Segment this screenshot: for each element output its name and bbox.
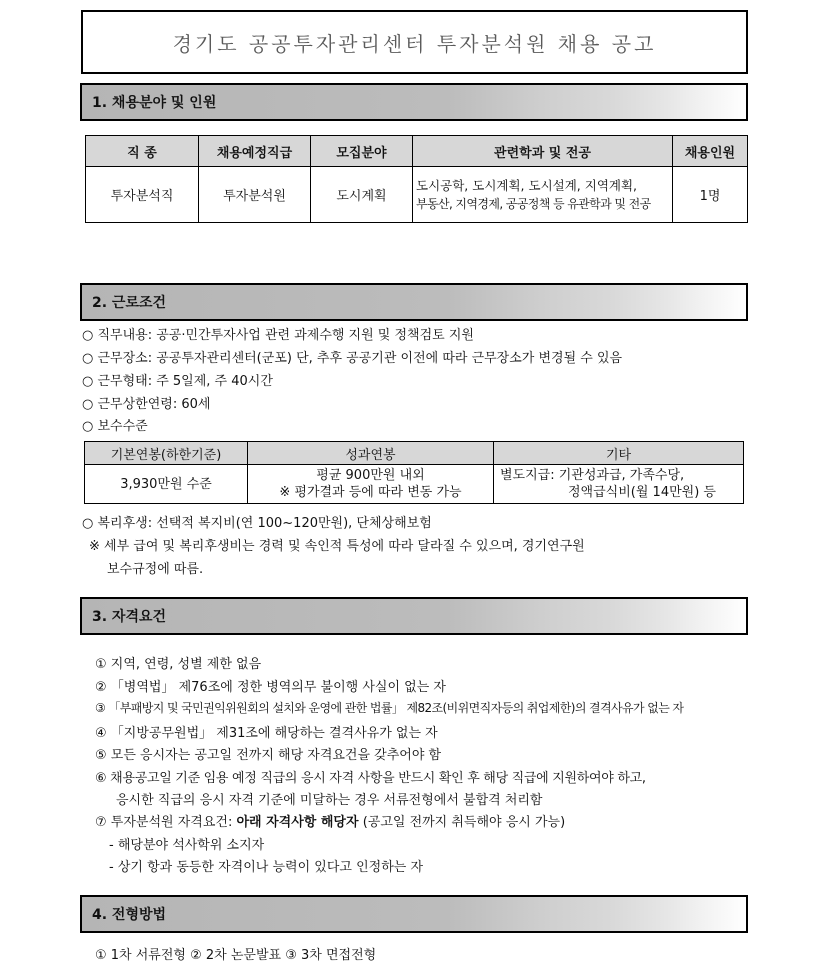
section-header-4 xyxy=(80,895,748,933)
perf-line-1: 평균 900만원 내외 xyxy=(316,468,425,483)
table-row xyxy=(86,167,748,223)
condition-age: ○ 근무상한연령: 60세 xyxy=(82,397,211,412)
table-cell-major xyxy=(413,167,673,223)
table-header: 기본연봉(하한기준) xyxy=(85,442,248,465)
table-header: 관련학과 및 전공 xyxy=(413,136,673,167)
section-title: 4. 전형방법 xyxy=(92,907,167,923)
table-header: 채용예정직급 xyxy=(199,136,311,167)
page-title: 경기도 공공투자관리센터 투자분석원 채용 공고 xyxy=(172,31,657,56)
condition-duty: ○ 직무내용: 공공·민간투자사업 관련 과제수행 지원 및 정책검토 지원 xyxy=(82,328,474,343)
q7-suffix: (공고일 전까지 취득해야 응시 가능) xyxy=(362,815,566,830)
condition-type: ○ 근무형태: 주 5일제, 주 40시간 xyxy=(82,374,273,389)
major-line-2: 부동산, 지역경제, 공공정책 등 유관학과 및 전공 xyxy=(416,196,651,211)
note-line-2: 보수규정에 따름. xyxy=(107,562,204,577)
q7-prefix: ⑦ 투자분석원 자격요건: xyxy=(95,815,237,830)
major-line-1: 도시공학, 도시계획, 도시설계, 지역계획, xyxy=(416,177,638,193)
table-header-row xyxy=(86,136,748,167)
qualification-6a: ⑥ 채용공고일 기준 임용 예정 직급의 응시 자격 사항을 반드시 확인 후 해당 직급에 지원하여야 하고, xyxy=(95,771,646,786)
table-cell: 도시계획 xyxy=(311,167,413,223)
title-box xyxy=(81,10,748,74)
qualification-7-sub-1: - 해당분야 석사학위 소지자 xyxy=(109,838,265,853)
table-row xyxy=(85,465,744,504)
qualification-6b: 응시한 직급의 응시 자격 기준에 미달하는 경우 서류전형에서 불합격 처리함 xyxy=(116,793,543,808)
section-header-3 xyxy=(80,597,748,635)
section-title: 2. 근로조건 xyxy=(92,295,167,311)
q7-emphasis: 아래 자격사항 해당자 xyxy=(236,815,359,830)
etc-pay xyxy=(494,465,744,504)
performance-salary xyxy=(248,465,494,504)
condition-location: ○ 근무장소: 공공투자관리센터(군포) 단, 추후 공공기관 이전에 따라 근무장소가 변경될 수 있음 xyxy=(82,351,623,366)
qualification-7-sub-2: - 상기 항과 동등한 자격이나 능력이 있다고 인정하는 자 xyxy=(109,860,424,875)
qualification-4: ④ 「지방공무원법」 제31조에 해당하는 결격사유가 없는 자 xyxy=(95,726,438,741)
salary-table xyxy=(84,441,744,504)
table-header: 모집분야 xyxy=(311,136,413,167)
section-title: 3. 자격요건 xyxy=(92,609,167,625)
section-title: 1. 채용분야 및 인원 xyxy=(92,95,217,111)
table-header: 성과연봉 xyxy=(248,442,494,465)
note-line-1: ※ 세부 급여 및 복리후생비는 경력 및 속인적 특성에 따라 달라질 수 있으며, 경기연구원 xyxy=(89,539,585,554)
etc-line-2: 정액급식비(월 14만원) 등 xyxy=(568,485,716,500)
qualification-7 xyxy=(95,811,565,830)
qualification-1: ① 지역, 연령, 성별 제한 없음 xyxy=(95,657,262,672)
welfare-text: ○ 복리후생: 선택적 복지비(연 100~120만원), 단체상해보험 xyxy=(82,516,432,531)
qualification-5: ⑤ 모든 응시자는 공고일 전까지 해당 자격요건을 갖추어야 함 xyxy=(95,748,442,763)
table-cell: 투자분석원 xyxy=(199,167,311,223)
base-salary: 3,930만원 수준 xyxy=(85,465,248,504)
perf-line-2: ※ 평가결과 등에 따라 변동 가능 xyxy=(279,485,462,500)
etc-line-1: 별도지급: 기관성과급, 가족수당, xyxy=(500,468,685,483)
table-header: 기타 xyxy=(494,442,744,465)
table-cell: 투자분석직 xyxy=(86,167,199,223)
qualification-2: ② 「병역법」 제76조에 정한 병역의무 불이행 사실이 없는 자 xyxy=(95,680,446,695)
section-header-2 xyxy=(80,283,748,321)
condition-pay: ○ 보수수준 xyxy=(82,419,148,434)
table-header: 직 종 xyxy=(86,136,199,167)
table-header-row xyxy=(85,442,744,465)
table-header: 채용인원 xyxy=(673,136,748,167)
table-cell: 1명 xyxy=(673,167,748,223)
process-steps: ① 1차 서류전형 ② 2차 논문발표 ③ 3차 면접전형 xyxy=(95,948,377,963)
section-header-1 xyxy=(80,83,748,121)
qualification-3: ③ 「부패방지 및 국민권익위원회의 설치와 운영에 관한 법률」 제82조(비위면직자등의 취업제한)의 결격사유가 없는 자 xyxy=(95,701,684,715)
recruitment-table xyxy=(85,135,748,223)
